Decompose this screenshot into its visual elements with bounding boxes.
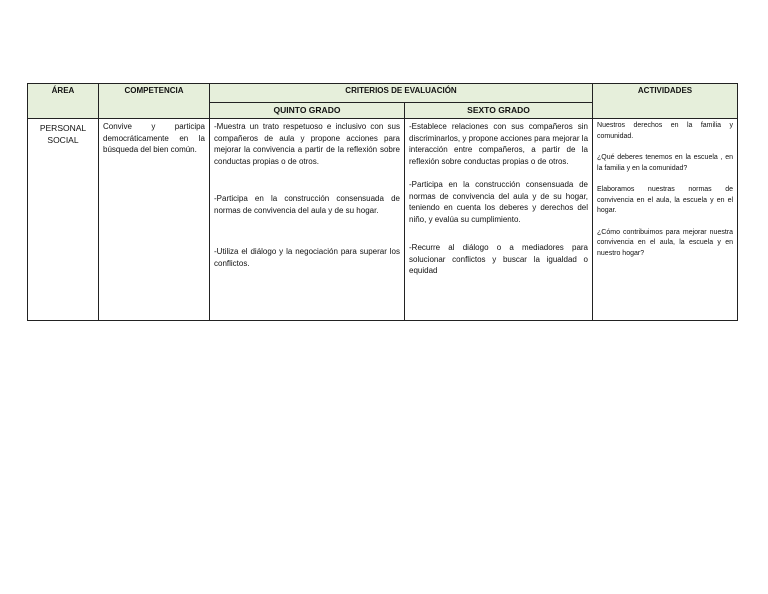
header-criterios: CRITERIOS DE EVALUACIÓN	[210, 84, 593, 103]
header-area: ÁREA	[28, 84, 99, 119]
quinto-criterio-1: -Muestra un trato respetuoso e inclusivo con sus compañeros de aula y propone acciones para mejorar la convivencia a partir de la reflexión sobre conductas propias o de otros.	[214, 122, 400, 166]
header-sexto-grado: SEXTO GRADO	[405, 103, 593, 119]
header-quinto-grado: QUINTO GRADO	[210, 103, 405, 119]
quinto-criterio-3: -Utiliza el diálogo y la negociación para superar los conflictos.	[214, 247, 400, 268]
cell-area	[28, 119, 99, 321]
evaluation-table	[27, 83, 738, 321]
sexto-criterio-2: -Participa en la construcción consensuada de normas de convivencia del aula y de su hogar, teniendo en cuenta los deberes y derechos del niño, y evalúa su cumplimiento.	[409, 180, 589, 224]
cell-competencia	[99, 119, 210, 321]
actividad-3: Elaboramos nuestras normas de convivencia en el aula, la escuela y en el hogar.	[597, 186, 734, 214]
area-line-1: PERSONAL	[39, 123, 87, 133]
actividad-4: ¿Cómo contribuimos para mejorar nuestra convivencia en el aula, la escuela y en nuestro hogar?	[597, 228, 734, 257]
area-line-2: SOCIAL	[47, 135, 79, 145]
cell-sexto-grado	[405, 119, 593, 321]
quinto-criterio-2: -Participa en la construcción consensuada de normas de convivencia del aula y de su hogar.	[214, 194, 400, 215]
header-actividades: ACTIVIDADES	[593, 84, 738, 119]
cell-quinto-grado	[210, 119, 405, 321]
competencia-text: Convive y participa democráticamente en la búsqueda del bien común.	[103, 122, 205, 154]
sexto-criterio-3: -Recurre al diálogo o a mediadores para solucionar conflictos y buscar la igualdad o equidad	[409, 243, 589, 275]
actividad-1: Nuestros derechos en la familia y comunidad.	[597, 122, 734, 140]
cell-actividades	[593, 119, 738, 321]
sexto-criterio-1: -Establece relaciones con sus compañeros sin discriminarlos, y propone acciones para mejorar la interacción entre compañeros, a partir de la reflexión sobre conductas propias o de otros.	[409, 122, 589, 166]
header-competencia: COMPETENCIA	[99, 84, 210, 119]
actividad-2: ¿Qué deberes tenemos en la escuela , en la familia y en la comunidad?	[597, 154, 734, 172]
